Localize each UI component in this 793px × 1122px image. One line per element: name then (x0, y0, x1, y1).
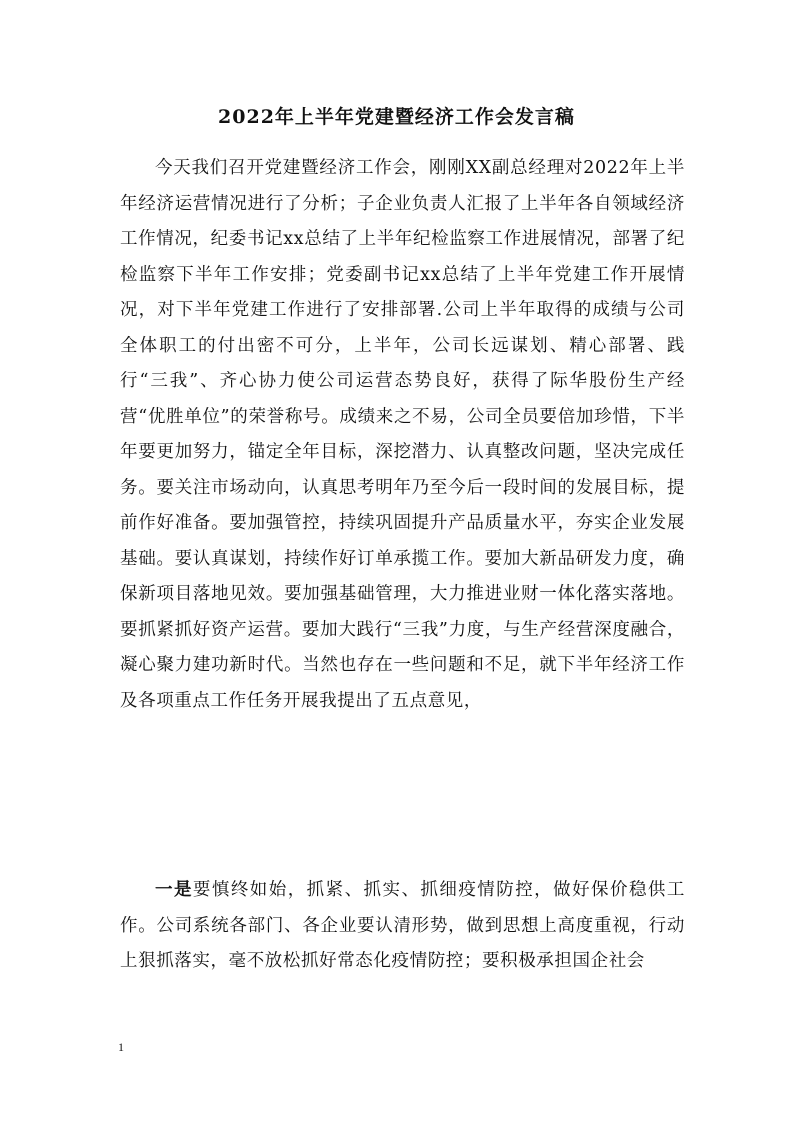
body-paragraph-1: 今天我们召开党建暨经济工作会，刚刚XX副总经理对2022年上半年经济运营情况进行了分析；子企业负责人汇报了上半年各自领域经济工作情况，纪委书记xx总结了上半年纪检监察工作进展情况，部署了纪检监察下半年工作安排；党委副书记xx总结了上半年党建工作开展情况，对下半年党建工作进行了安排部署.公司上半年取得的成绩与公司全体职工的付出密不可分，上半年，公司长远谋划、精心部署、践行“三我”、齐心协力使公司运营态势良好，获得了际华股份生产经营“优胜单位”的荣誉称号。成绩来之不易，公司全员要倍加珍惜，下半年要更加努力，锚定全年目标，深挖潜力、认真整改问题，坚决完成任务。要关注市场动向，认真思考明年乃至今后一段时间的发展目标，提前作好准备。要加强管控，持续巩固提升产品质量水平，夯实企业发展基础。要认真谋划，持续作好订单承揽工作。要加大新品研发力度，确保新项目落地见效。要加强基础管理，大力推进业财一体化落实落地。要抓紧抓好资产运营。要加大践行“三我”力度，与生产经营深度融合，凝心聚力建功新时代。当然也存在一些问题和不足，就下半年经济工作及各项重点工作任务开展我提出了五点意见， (120, 158, 685, 711)
paragraph-lead-label: 一是 (155, 880, 193, 900)
page-number: 1 (118, 1040, 124, 1054)
document-title: 2022年上半年党建暨经济工作会发言稿 (218, 106, 575, 128)
body-paragraph-2 (120, 873, 685, 980)
paragraph-2-text: 要慎终如始，抓紧、抓实、抓细疫情防控，做好保价稳供工作。公司系统各部门、各企业要认清形势，做到思想上高度重视，行动上狠抓落实，毫不放松抓好常态化疫情防控；要积极承担国企社会 (120, 880, 685, 971)
